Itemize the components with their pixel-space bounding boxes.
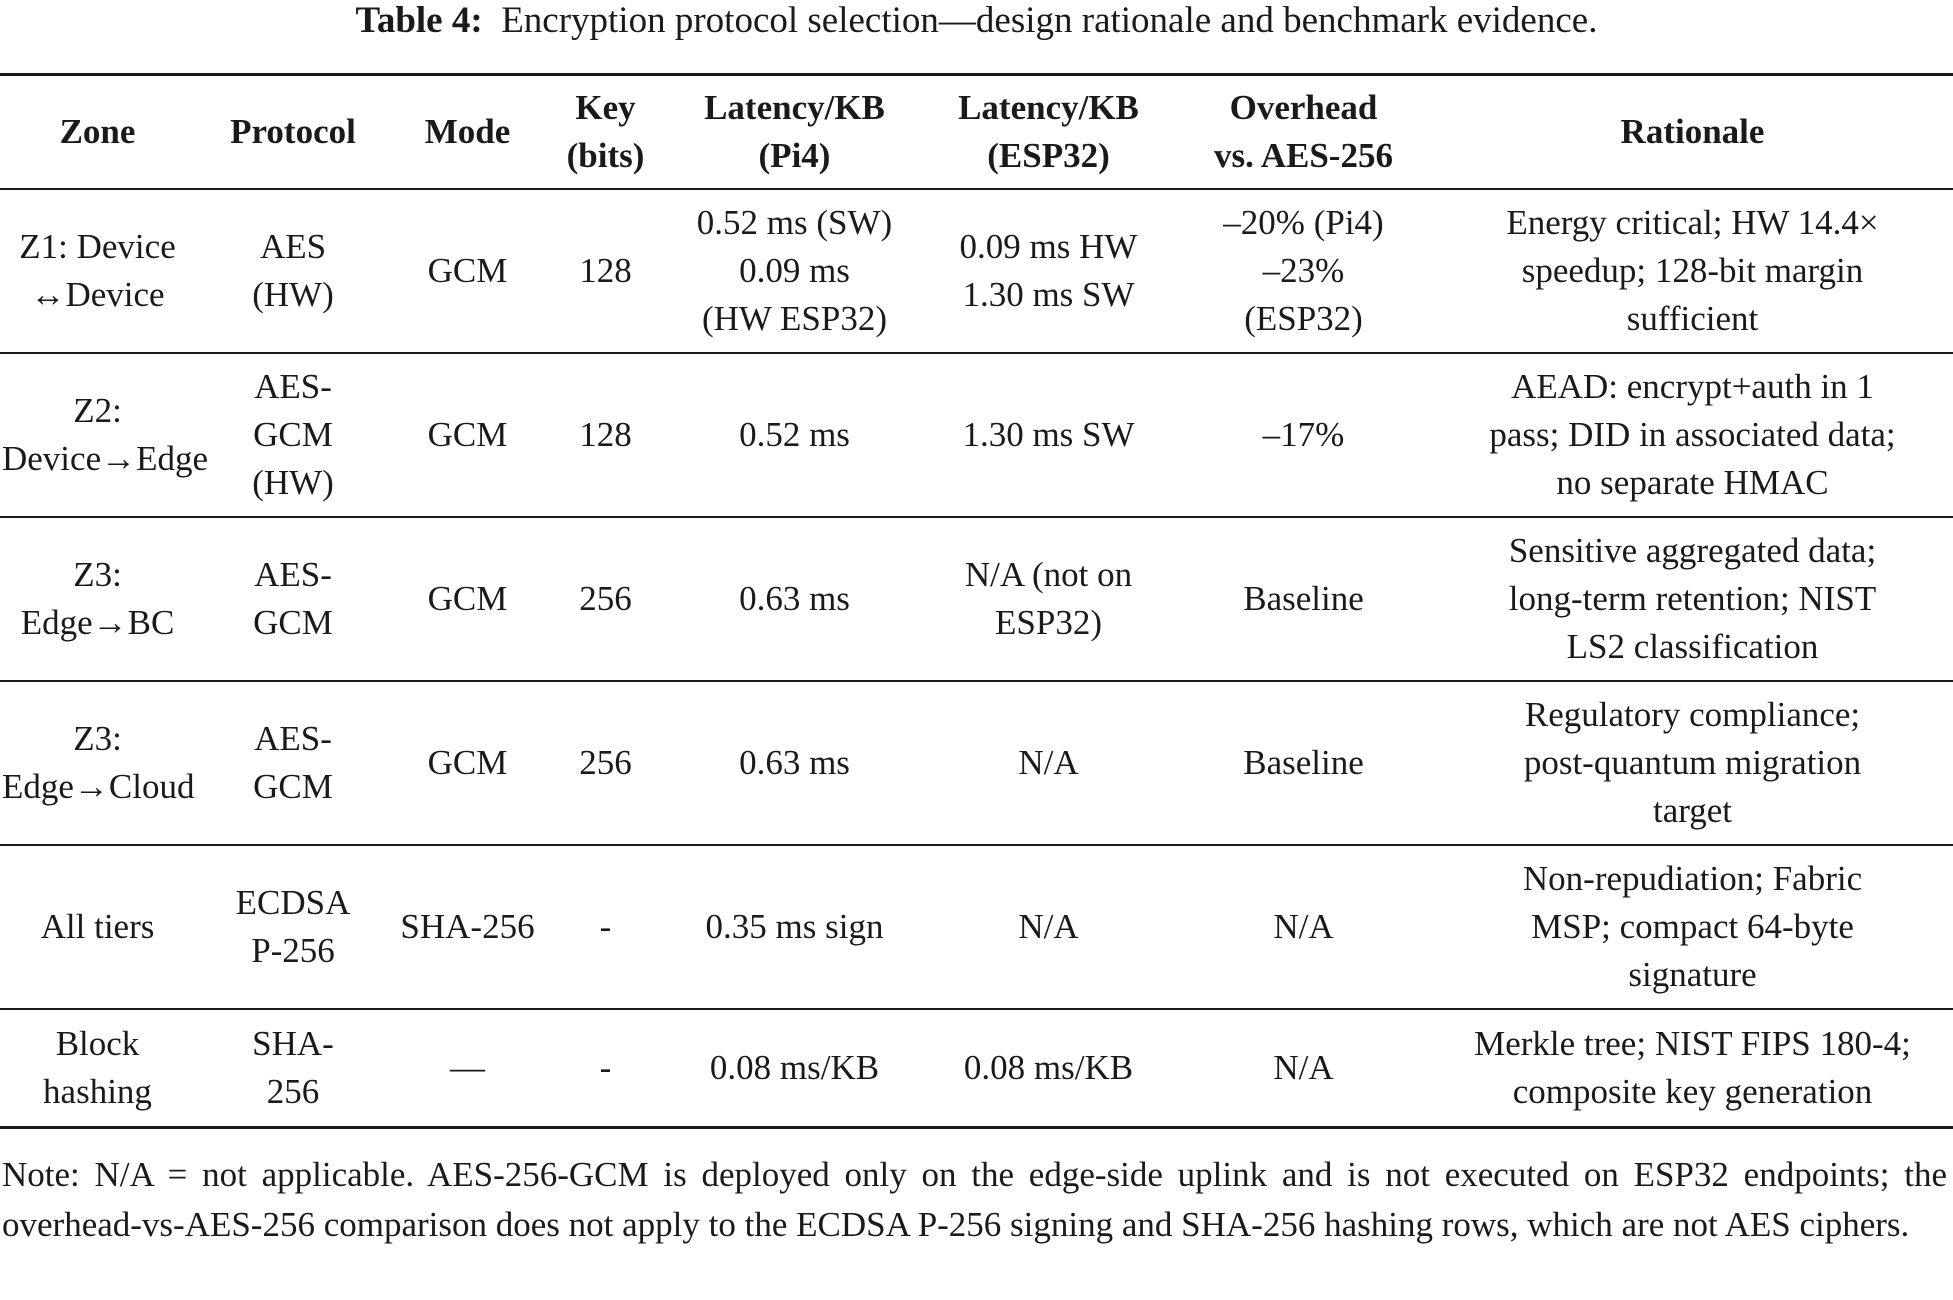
cell-overhead: N/A — [1273, 907, 1334, 946]
cell-protocol: SHA- 256 — [252, 1023, 334, 1111]
cell-latency-esp32: N/A — [1018, 743, 1079, 782]
table-caption — [0, 0, 1953, 48]
header-mode: Mode — [424, 112, 511, 151]
header-rationale: Rationale — [1620, 112, 1765, 151]
cell-mode: GCM — [427, 251, 508, 290]
cell-zone: Z1: Device ↔Device — [19, 227, 176, 314]
table-row — [0, 517, 1953, 681]
cell-latency-pi4: 0.63 ms — [739, 579, 850, 618]
cell-overhead: Baseline — [1243, 743, 1364, 782]
caption-text: Encryption protocol selection—design rationale and benchmark evidence. — [501, 0, 1598, 41]
cell-zone: Z3: Edge→BC — [20, 555, 175, 642]
header-protocol: Protocol — [230, 112, 356, 151]
caption-label: Table 4: — [355, 0, 483, 41]
cell-latency-pi4: 0.35 ms sign — [705, 907, 884, 946]
cell-protocol: AES (HW) — [252, 227, 334, 314]
cell-mode: GCM — [427, 415, 508, 454]
cell-zone: All tiers — [40, 907, 155, 946]
cell-rationale: Merkle tree; NIST FIPS 180-4; composite key generation — [1474, 1023, 1911, 1111]
table-note: Note: N/A = not applicable. AES-256-GCM is deployed only on the edge-side uplink and is not executed on ESP32 endpoints; the overhead-vs-AES-256 comparison does not apply to the ECDSA P-256 signing and SHA-256 hashing rows, which are not AES ciphers. — [2, 1155, 1947, 1244]
cell-latency-pi4: 0.52 ms — [739, 415, 850, 454]
cell-key-bits: - — [599, 907, 612, 946]
cell-overhead: Baseline — [1243, 579, 1364, 618]
cell-protocol: AES- GCM — [253, 719, 333, 806]
cell-key-bits: 256 — [579, 579, 632, 618]
cell-overhead: –20% (Pi4) –23% (ESP32) — [1223, 203, 1384, 338]
cell-rationale: Non-repudiation; Fabric MSP; compact 64-byte signature — [1522, 859, 1863, 994]
cell-latency-pi4: 0.63 ms — [739, 743, 850, 782]
cell-mode: SHA-256 — [400, 907, 535, 946]
cell-protocol: AES- GCM (HW) — [252, 367, 334, 502]
cell-latency-esp32: N/A (not on ESP32) — [964, 555, 1133, 642]
protocol-table — [0, 73, 1953, 1129]
cell-latency-esp32: N/A — [1018, 907, 1079, 946]
cell-key-bits: 128 — [579, 415, 632, 454]
cell-mode: GCM — [427, 579, 508, 618]
cell-rationale: Energy critical; HW 14.4× speedup; 128-bit margin sufficient — [1506, 203, 1879, 338]
header-overhead: Overhead vs. AES-256 — [1214, 88, 1393, 175]
cell-rationale: AEAD: encrypt+auth in 1 pass; DID in associated data; no separate HMAC — [1489, 367, 1896, 502]
cell-latency-pi4: 0.08 ms/KB — [709, 1047, 880, 1087]
cell-latency-esp32: 0.08 ms/KB — [963, 1047, 1134, 1087]
cell-key-bits: 128 — [579, 251, 632, 290]
header-key-bits: Key (bits) — [566, 88, 645, 175]
header-row — [0, 75, 1953, 190]
cell-zone: Z2: Device→Edge — [2, 391, 209, 478]
cell-overhead: –17% — [1262, 415, 1345, 454]
cell-protocol: AES- GCM — [253, 555, 333, 642]
cell-overhead: N/A — [1273, 1047, 1334, 1087]
table-row — [0, 681, 1953, 845]
table-row — [0, 353, 1953, 517]
cell-zone: Z3: Edge→Cloud — [2, 719, 195, 806]
header-latency-esp32: Latency/KB (ESP32) — [958, 88, 1139, 175]
cell-latency-esp32: 0.09 ms HW 1.30 ms SW — [959, 227, 1138, 314]
cell-mode: GCM — [427, 743, 508, 782]
cell-latency-esp32: 1.30 ms SW — [962, 415, 1135, 454]
cell-latency-pi4: 0.52 ms (SW) 0.09 ms (HW ESP32) — [696, 203, 893, 338]
cell-key-bits: - — [599, 1047, 612, 1087]
cell-rationale: Sensitive aggregated data; long-term retention; NIST LS2 classification — [1508, 531, 1877, 666]
table-row — [0, 189, 1953, 353]
cell-zone: Block hashing — [43, 1023, 152, 1111]
header-latency-pi4: Latency/KB (Pi4) — [704, 88, 885, 175]
cell-key-bits: 256 — [579, 743, 632, 782]
cell-mode: — — [450, 1047, 485, 1087]
header-zone: Zone — [59, 112, 136, 151]
table-row — [0, 1009, 1953, 1127]
table-row — [0, 845, 1953, 1009]
cell-rationale: Regulatory compliance; post-quantum migration target — [1523, 695, 1862, 830]
cell-protocol: ECDSA P-256 — [235, 883, 351, 970]
